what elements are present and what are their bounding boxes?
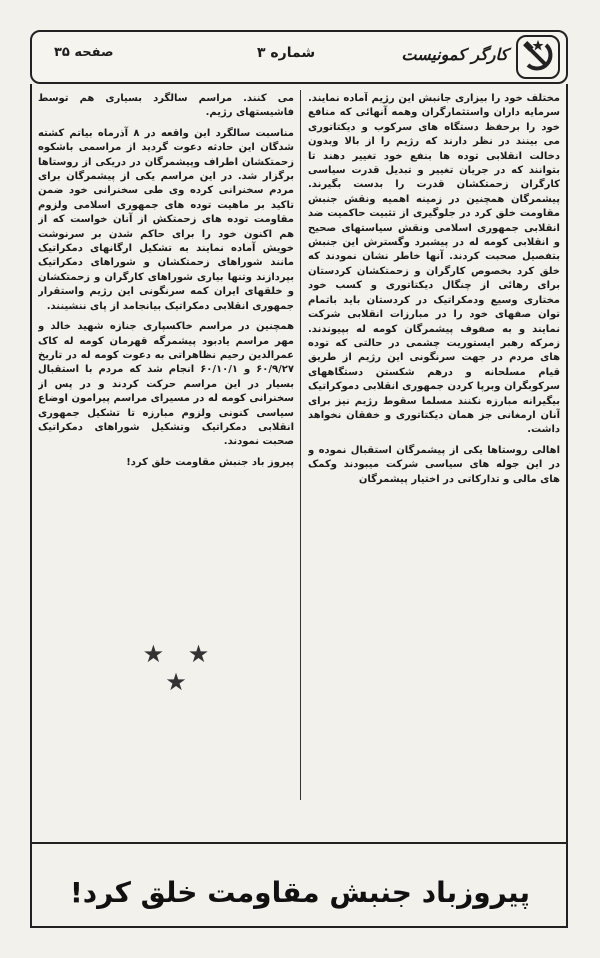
right-column bbox=[308, 92, 560, 708]
article-paragraph: همچنین در مراسم خاکسپاری جنازه شهید خالد و مهر مراسم یادبود پیشمرگه قهرمان کومه له کاک عمرالدین رحیم نظاهراتی به دعوت کومه له در تاریخ ۶۰/۹/۲۷ و ۶۰/۱۰/۱ انجام شد که مردم با استقبال بسیار در این مراسم حرکت کردند و در پس از سخنرانی کومه له در مسیرای مراسم پیرامون اوضاع سیاسی کنونی ولزوم مبارزه تا تشکیل جمهوری انقلابی دمکراتیک وتشکیل شوراهای دمکراتیک صحبت نمودند. bbox=[38, 321, 294, 448]
article-paragraph: مناسبت سالگرد این واقعه در ۸ آذرماه بیاتم کشته شدگان این حادثه دعوت گردید از مراسمی باشکوه زحمتکشان اطراف وپیشمرگان در دریکی از روستاها برگزار شد. در این مراسم یکی از پیشمرگان برای مردم سخنرانی کرده وی طی سخنرانی خود ضمن تاکید بر ماهیت توده های جمهوری اسلامی ولزوم مقاومت توده های زحمتکش از آنان خواست که از هم اکنون خود را برای حاکم شدن بر سرنوشت خویش آماده نمایند به تشکیل ارگانهای دمکراتیک مانند شوراهای زحمتکشان و شوراهای دمکراتیک بپردازند وتنها بیاری شوراهای کارگران و زحمتکشان و خلقهای ایران کمه سرنگونی این رژیم واستقرار جمهوری انقلابی دمکراتیک بیانجامد از پای ننشینند. bbox=[38, 127, 294, 312]
article-paragraph: اهالی روستاها یکی از پیشمرگان استقبال نموده و در این جوله های سیاسی شرکت میبودند وکمک های مالی و تدارکاتی در اختیار پیشمرگان bbox=[308, 444, 560, 485]
star-separator: ★ ★ ★ bbox=[142, 640, 218, 696]
page-header bbox=[30, 30, 568, 84]
footer-slogan: پیروزباد جنبش مقاومت خلق کرد! bbox=[70, 876, 530, 909]
masthead-title: کارگر کمونیست bbox=[401, 45, 508, 64]
column-divider bbox=[300, 90, 301, 800]
left-column bbox=[38, 92, 294, 702]
issue-number: شماره ۳ bbox=[257, 45, 316, 61]
page-number: صفحه ۳۵ bbox=[54, 45, 114, 60]
closing-line: پیروز باد جنبش مقاومت خلق کرد! bbox=[126, 456, 294, 468]
footer-rule bbox=[32, 842, 566, 844]
article-paragraph: می کنند. مراسم سالگرد بسیاری هم توسط فاشیستهای رژیم. bbox=[38, 93, 294, 119]
article-paragraph: مختلف خود را بیزاری جانبش این رژیم آماده نمایند. سرمایه داران واستثمارگران وهمه آنهائی که منافع خود را برحفظ دستگاه های سرکوب و دیکتاتوری می بینند در نظر دارند که رژیم را از بالا وبدون دخالت انقلابی توده ها بنفع خود تغییر دهند تا بتوانند که در جریان تغییر و تبدیل قدرت سیاسی کارگران زحمتکشان قدرت را بدست بگیرند. پیشمرگان همچنین در زمینه اهمیه ونقش جنبش مقاومت خلق کرد در جلوگیری از تثبیت حاکمیت ضد انقلابی جمهوری اسلامی ونقش سیاستهای صحیح و انقلابی کومه له در پیشبرد وگسترش این جنبش بتفصیل صحبت کردند. آنها خاطر نشان نمودند که خلق کرد بخصوص کارگران و زحمتکشان کردستان برای رهائی از چنگال دیکتاتوری و کسب خود مختاری وسیع ودمکراتیک در کردستان باید باتمام توان صفهای خود را در مبارزات انقلابی شرکت نمایند و به صفوف پیشمرگان کومه له بپیوندند. زمرکه رهبر ایستوریت چشمی در حالتی که توده های مردم در جهت سرنگونی این رژیم از طریق قیام مسلحانه و درهم شکستن دستگاههای سرکوبگران وبرپا کردن جمهوری انقلابی دموکراتیک بیگیرانه مبارزه نکنند مسلما سقوط رژیم نیز برای آنان ارمغانی جز همان دیکتاتوری و خفقان نخواهد داشت. bbox=[308, 93, 560, 436]
hammer-sickle-icon bbox=[516, 35, 560, 79]
